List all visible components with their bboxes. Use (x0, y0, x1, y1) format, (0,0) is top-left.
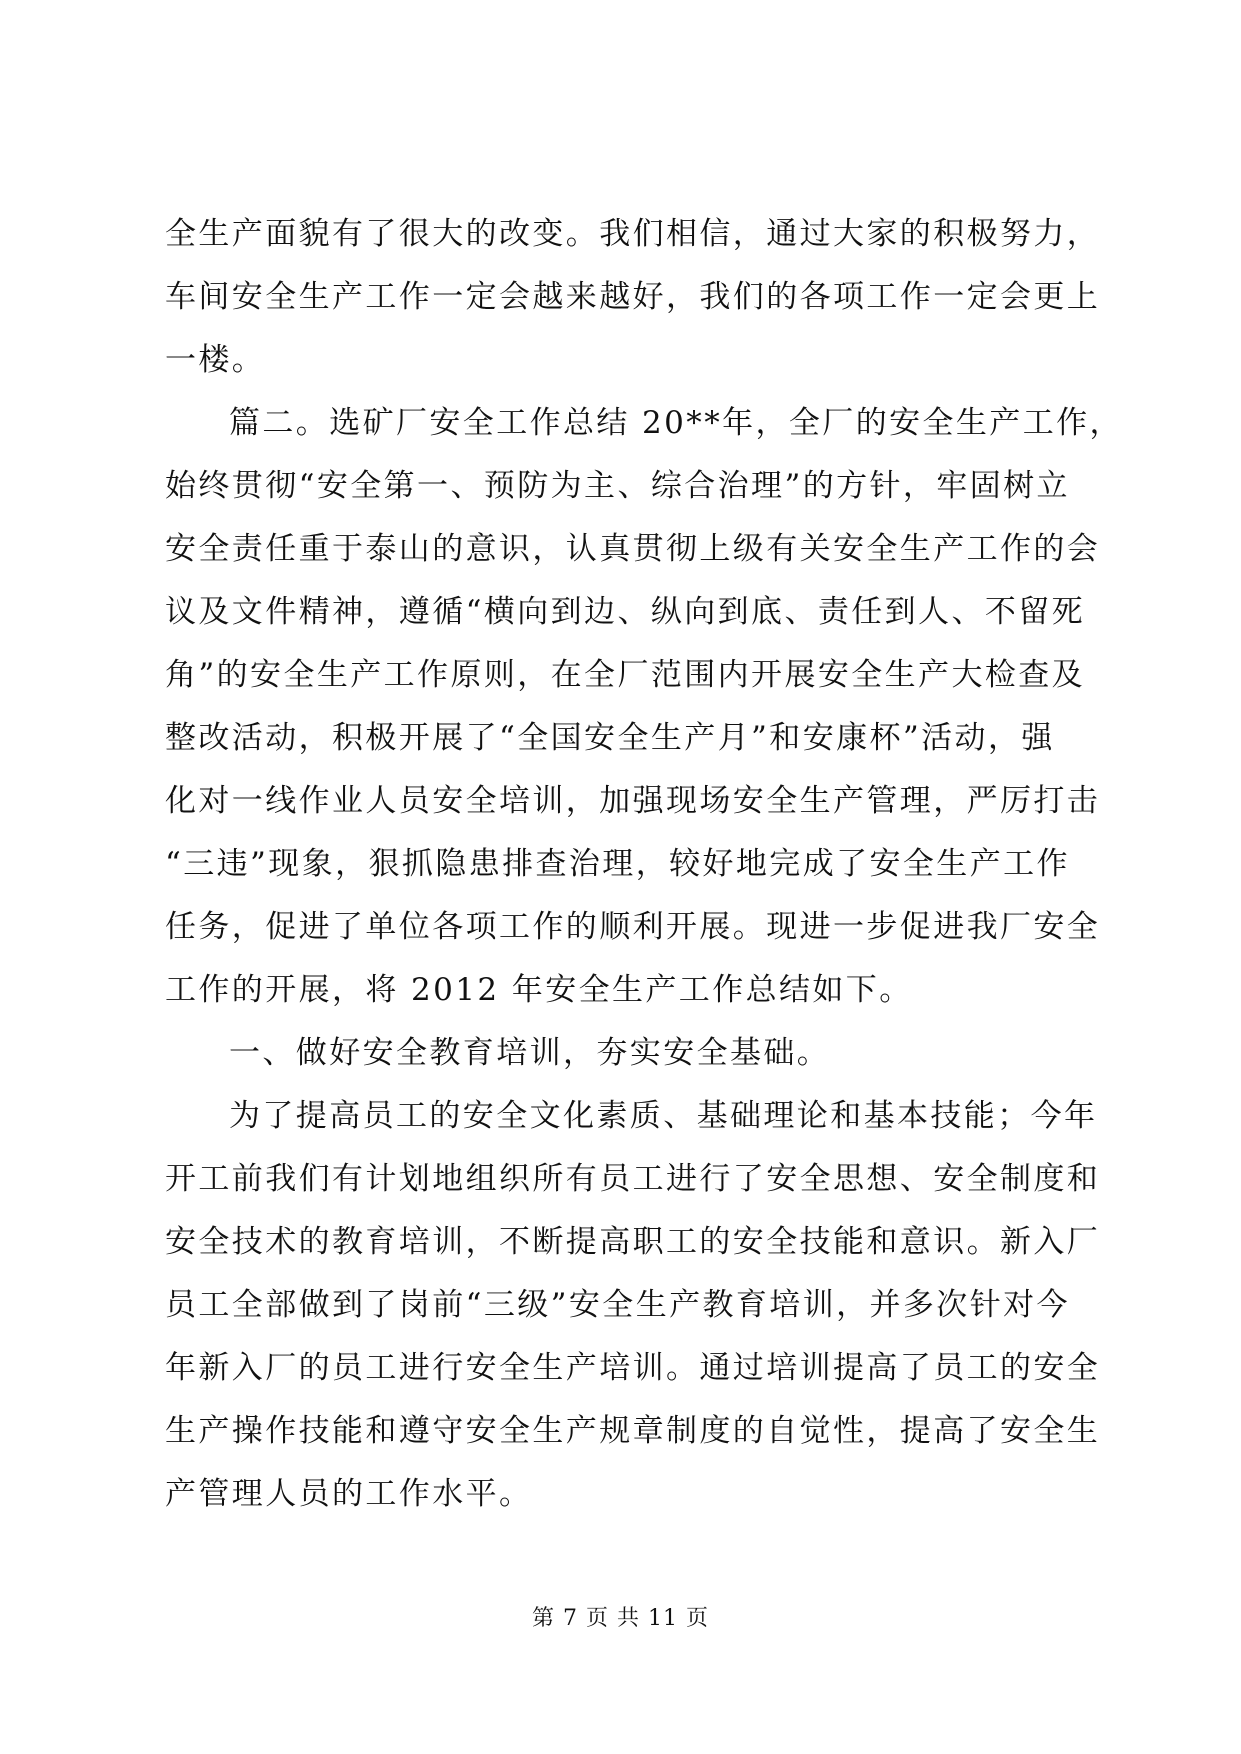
text-line: 篇二。选矿厂安全工作总结 20**年，全厂的安全生产工作， (229, 405, 1123, 441)
text-line: 员工全部做到了岗前“三级”安全生产教育培训，并多次针对今 (165, 1287, 1070, 1323)
text-line: 生产操作技能和遵守安全生产规章制度的自觉性，提高了安全生 (165, 1413, 1101, 1449)
text-line: 议及文件精神，遵循“横向到边、纵向到底、责任到人、不留死 (165, 594, 1086, 630)
text-line: 年新入厂的员工进行安全生产培训。通过培训提高了员工的安全 (165, 1350, 1101, 1386)
text-line: 为了提高员工的安全文化素质、基础理论和基本技能；今年 (229, 1098, 1098, 1134)
text-line: 全生产面貌有了很大的改变。我们相信，通过大家的积极努力， (165, 216, 1101, 252)
text-line: 化对一线作业人员安全培训，加强现场安全生产管理，严厉打击 (165, 783, 1101, 819)
text-line: 开工前我们有计划地组织所有员工进行了安全思想、安全制度和 (165, 1161, 1101, 1197)
page-number-footer: 第 7 页 共 11 页 (532, 1606, 709, 1631)
text-line: 安全技术的教育培训，不断提高职工的安全技能和意识。新入厂 (165, 1224, 1101, 1260)
text-line: 始终贯彻“安全第一、预防为主、综合治理”的方针，牢固树立 (165, 468, 1070, 504)
text-line: 车间安全生产工作一定会越来越好，我们的各项工作一定会更上 (165, 279, 1101, 315)
text-line: 任务，促进了单位各项工作的顺利开展。现进一步促进我厂安全 (165, 909, 1101, 945)
document-body (165, 203, 1123, 1526)
text-line: 一楼。 (165, 342, 266, 378)
text-line: 产管理人员的工作水平。 (165, 1476, 533, 1512)
text-line: 安全责任重于泰山的意识，认真贯彻上级有关安全生产工作的会 (165, 531, 1101, 567)
text-line: 角”的安全生产工作原则，在全厂范围内开展安全生产大检查及 (165, 657, 1086, 693)
text-line: 一、做好安全教育培训，夯实安全基础。 (229, 1035, 831, 1071)
text-line: 工作的开展，将 2012 年安全生产工作总结如下。 (165, 972, 913, 1008)
text-line: “三违”现象，狠抓隐患排查治理，较好地完成了安全生产工作 (165, 846, 1070, 882)
text-line: 整改活动，积极开展了“全国安全生产月”和安康杯”活动，强 (165, 720, 1055, 756)
